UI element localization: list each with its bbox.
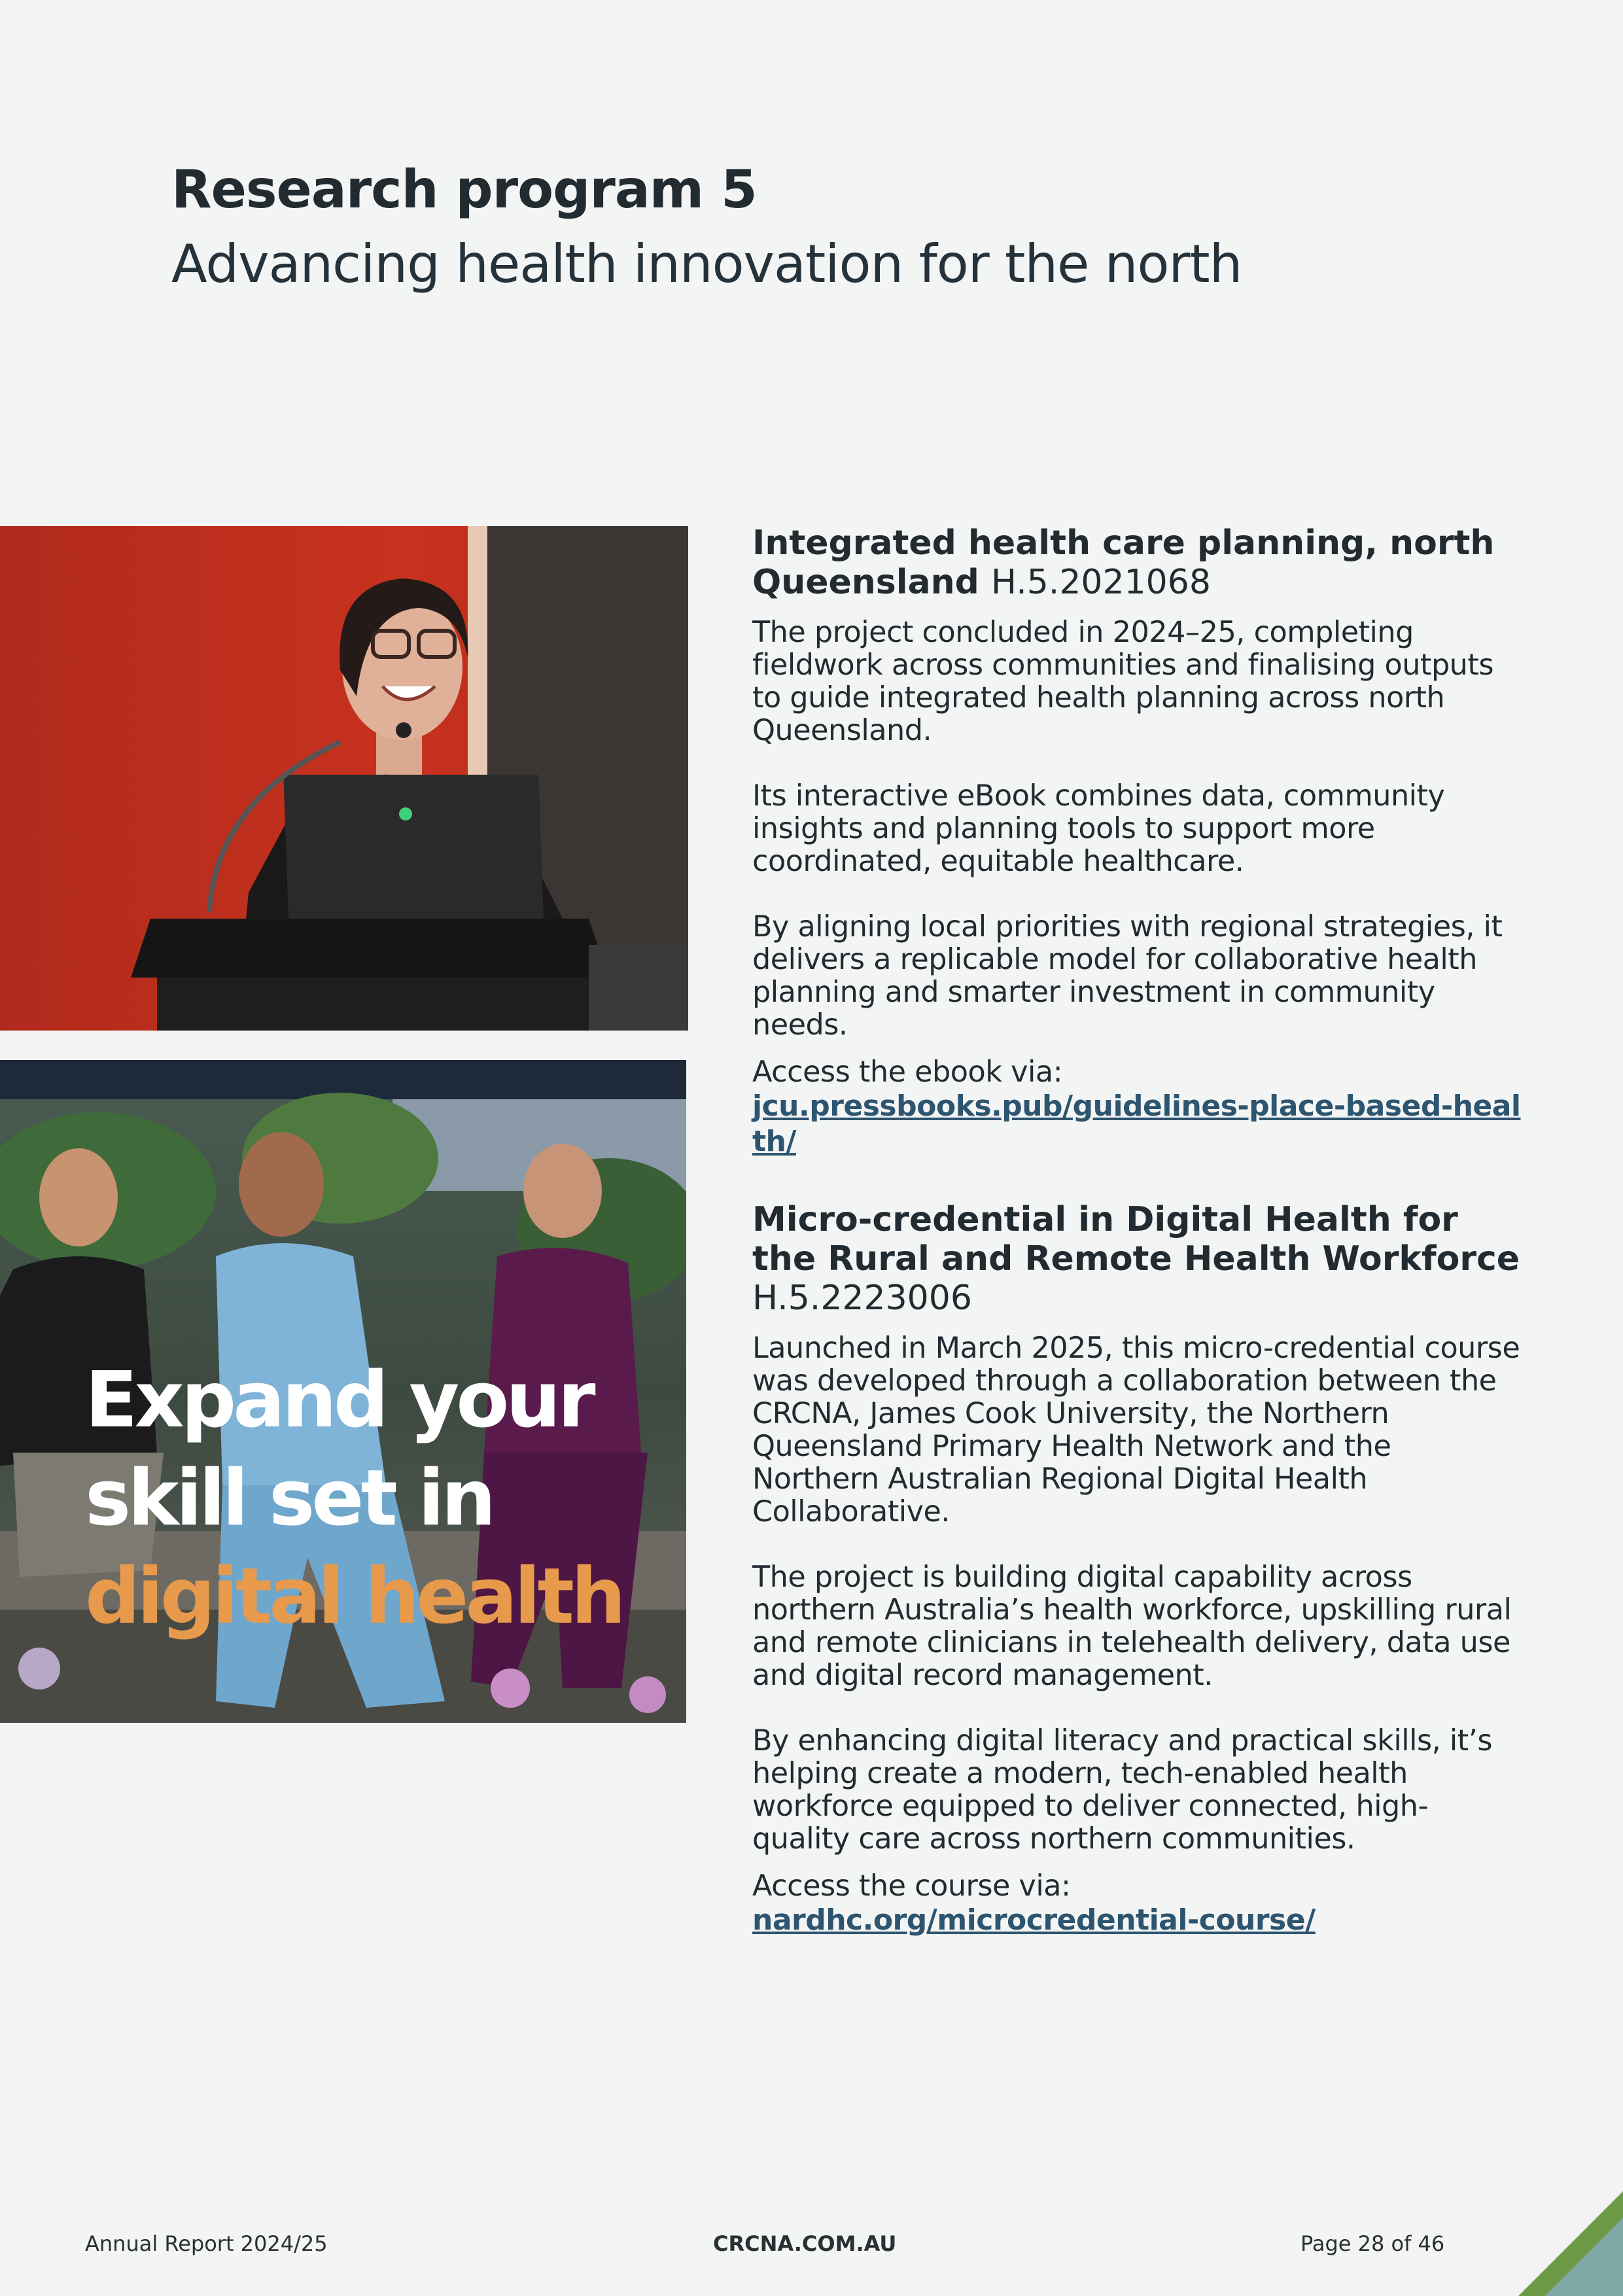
project-code: H.5.2223006: [752, 1279, 972, 1318]
corner-accent-icon: [1518, 2191, 1623, 2296]
program-title: Research program 5: [171, 159, 757, 220]
footer-page-number: Page 28 of 46: [1300, 2231, 1445, 2256]
presenter-photo: [0, 526, 688, 1031]
digital-health-promo-image: [0, 1060, 686, 1723]
paragraph: Its interactive eBook combines data, community insights and planning tools to support more coordinated, equitable healthcare.: [752, 779, 1445, 878]
project-title: Micro-credential in Digital Health for the Rural and Remote Health Workforce H.5.2223006: [752, 1200, 1520, 1318]
promo-line-2: skill set in: [85, 1453, 493, 1543]
program-subtitle: Advancing health innovation for the north: [171, 234, 1242, 294]
access-label: Access the course via:: [752, 1869, 1071, 1903]
footer-report-name: Annual Report 2024/25: [85, 2231, 328, 2256]
paragraph: The project is building digital capability across northern Australia’s health workforce, upskilling rural and remote clinicians in telehealth delivery, data use and digital record management.: [752, 1561, 1512, 1692]
course-link[interactable]: nardhc.org/microcredential-course/: [752, 1903, 1316, 1937]
projects-column: [752, 523, 1524, 1938]
paragraph: The project concluded in 2024–25, completing fieldwork across communities and finalising outputs to guide integrated health planning across north Queensland.: [752, 616, 1494, 747]
project-code: H.5.2021068: [991, 563, 1211, 602]
paragraph: By enhancing digital literacy and practical skills, it’s helping create a modern, tech-enabled health workforce equipped to deliver connected, high-quality care across northern communities.: [752, 1724, 1493, 1856]
paragraph: By aligning local priorities with regional strategies, it delivers a replicable model for collaborative health planning and smarter investment in community needs.: [752, 910, 1503, 1042]
project-micro-credential: [752, 1200, 1524, 1938]
promo-line-3: digital health: [85, 1551, 623, 1641]
footer-website[interactable]: CRCNA.COM.AU: [713, 2231, 897, 2256]
page-header: [171, 157, 1242, 297]
project-title: Integrated health care planning, north Queensland H.5.2021068: [752, 523, 1495, 602]
ebook-link[interactable]: jcu.pressbooks.pub/guidelines-place-based-health/: [752, 1089, 1521, 1158]
access-label: Access the ebook via:: [752, 1055, 1063, 1089]
project-integrated-health: [752, 523, 1524, 1159]
promo-line-1: Expand your: [85, 1354, 593, 1445]
paragraph: Launched in March 2025, this micro-credential course was developed through a collaboration between the CRCNA, James Cook University, the Northern Queensland Primary Health Network and the Northern Australian Regional Digital Health Collaborative.: [752, 1332, 1520, 1528]
